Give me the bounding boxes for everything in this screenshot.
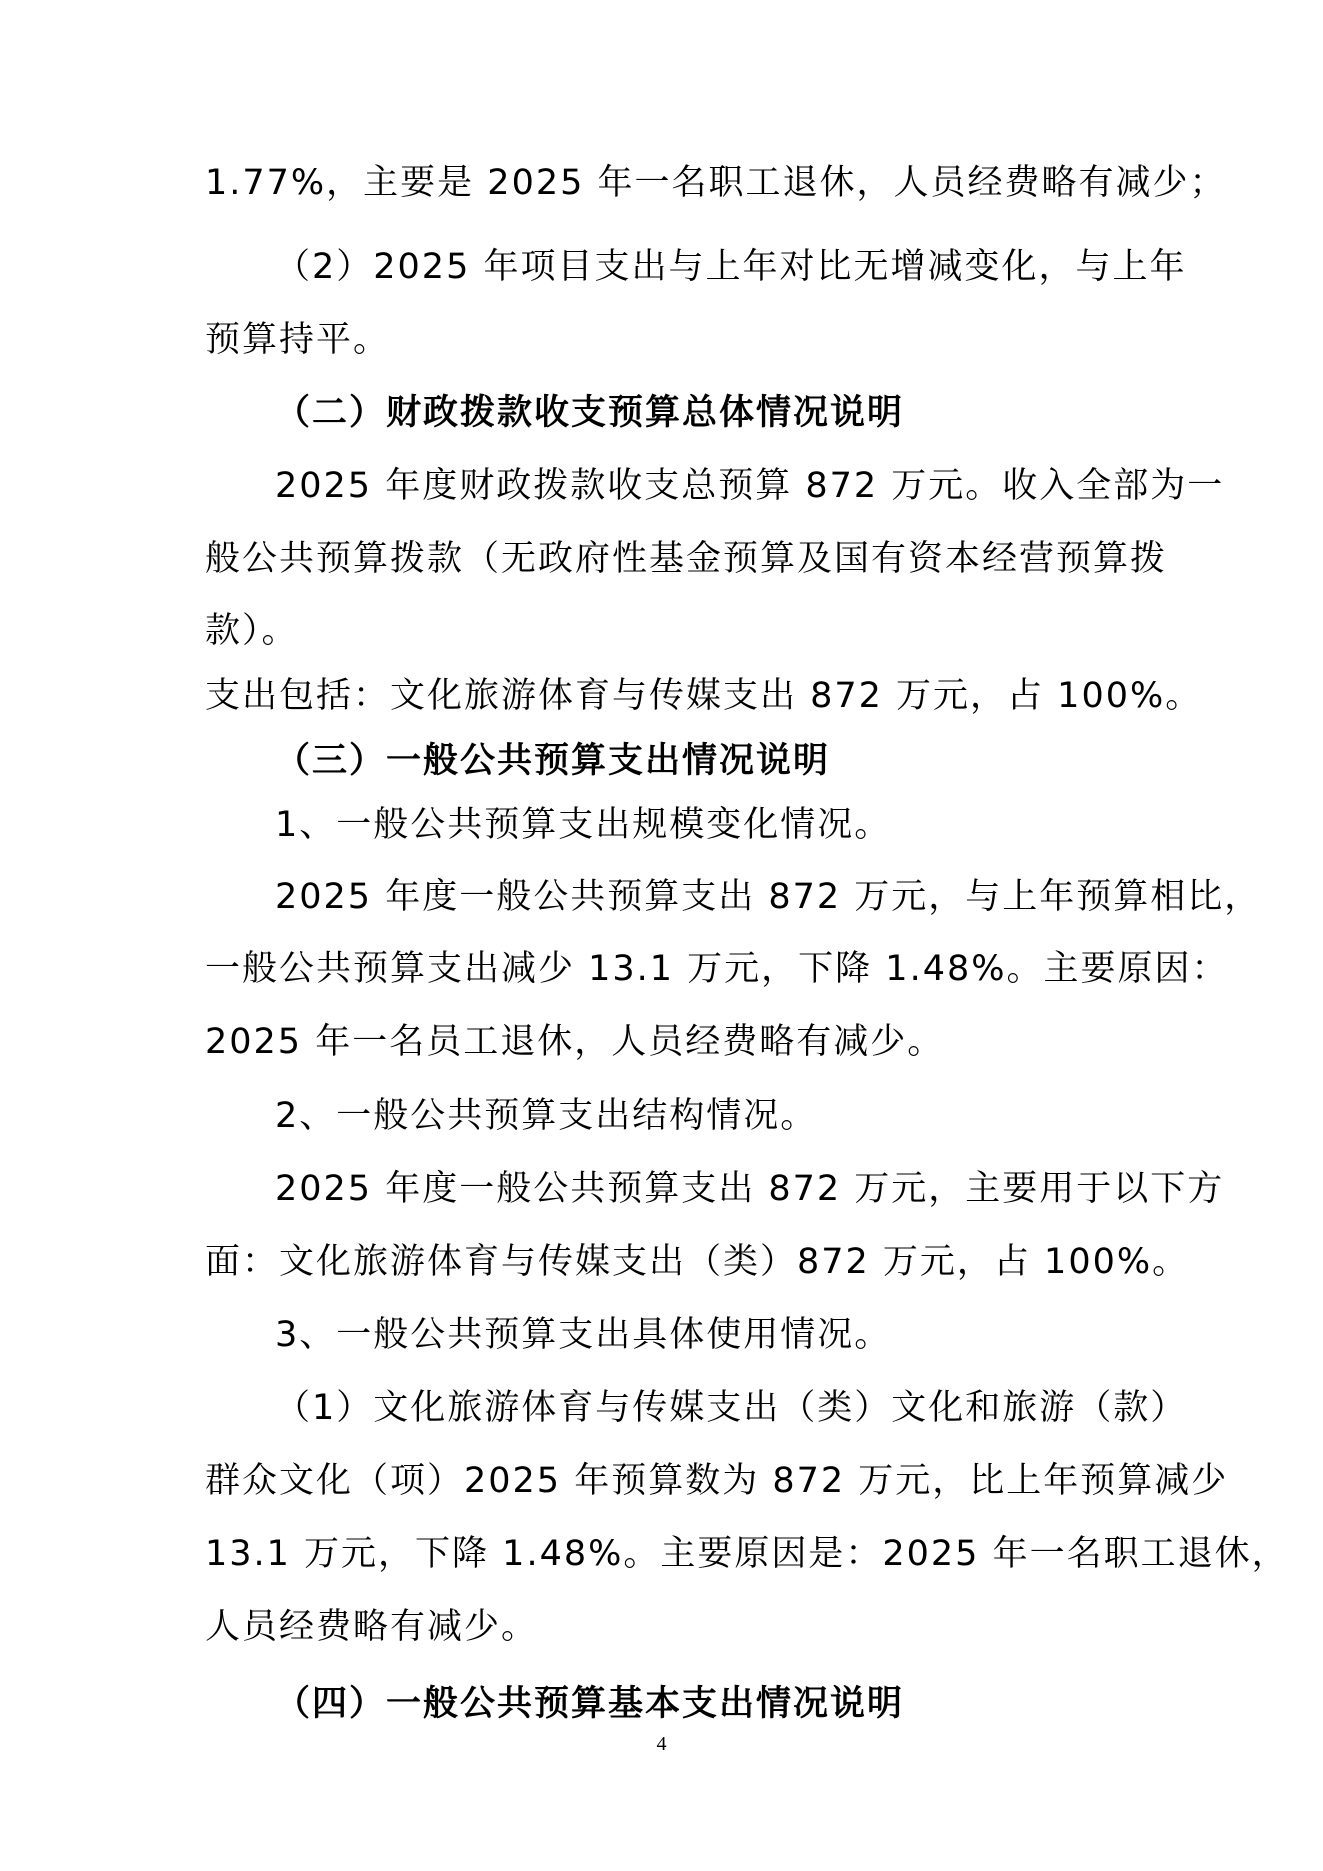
body-line: 面：文化旅游体育与传媒支出（类）872 万元，占 100%。: [205, 1242, 1190, 1282]
body-line: 款）。: [205, 611, 299, 651]
body-line: 1、一般公共预算支出规模变化情况。: [275, 805, 892, 845]
page-number: 4: [656, 1733, 667, 1755]
body-line: 一般公共预算支出减少 13.1 万元，下降 1.48%。主要原因：: [205, 949, 1229, 989]
body-line: 人员经费略有减少。: [205, 1607, 539, 1647]
body-line: 2025 年度财政拨款收支总预算 872 万元。收入全部为一: [275, 466, 1225, 506]
body-line: 般公共预算拨款（无政府性基金预算及国有资本经营预算拨: [205, 539, 1168, 579]
section-heading: （二）财政拨款收支预算总体情况说明: [275, 393, 905, 433]
body-line: 2、一般公共预算支出结构情况。: [275, 1096, 818, 1136]
body-line: 支出包括：文化旅游体育与传媒支出 872 万元，占 100%。: [205, 676, 1203, 716]
body-line: 1.77%，主要是 2025 年一名职工退休，人员经费略有减少；: [205, 163, 1227, 203]
body-line: 2025 年一名员工退休，人员经费略有减少。: [205, 1022, 945, 1062]
body-line: 13.1 万元，下降 1.48%。主要原因是：2025 年一名职工退休，: [205, 1534, 1289, 1574]
body-line: （1）文化旅游体育与传媒支出（类）文化和旅游（款）: [275, 1388, 1188, 1428]
body-line: 2025 年度一般公共预算支出 872 万元，主要用于以下方: [275, 1169, 1225, 1209]
body-line: 预算持平。: [205, 320, 391, 360]
section-heading: （四）一般公共预算基本支出情况说明: [275, 1684, 905, 1724]
section-heading: （三）一般公共预算支出情况说明: [275, 741, 831, 781]
body-line: 2025 年度一般公共预算支出 872 万元，与上年预算相比，: [275, 877, 1262, 917]
body-line: （2）2025 年项目支出与上年对比无增减变化，与上年: [275, 247, 1187, 287]
body-line: 3、一般公共预算支出具体使用情况。: [275, 1315, 892, 1355]
body-line: 群众文化（项）2025 年预算数为 872 万元，比上年预算减少: [205, 1461, 1229, 1501]
